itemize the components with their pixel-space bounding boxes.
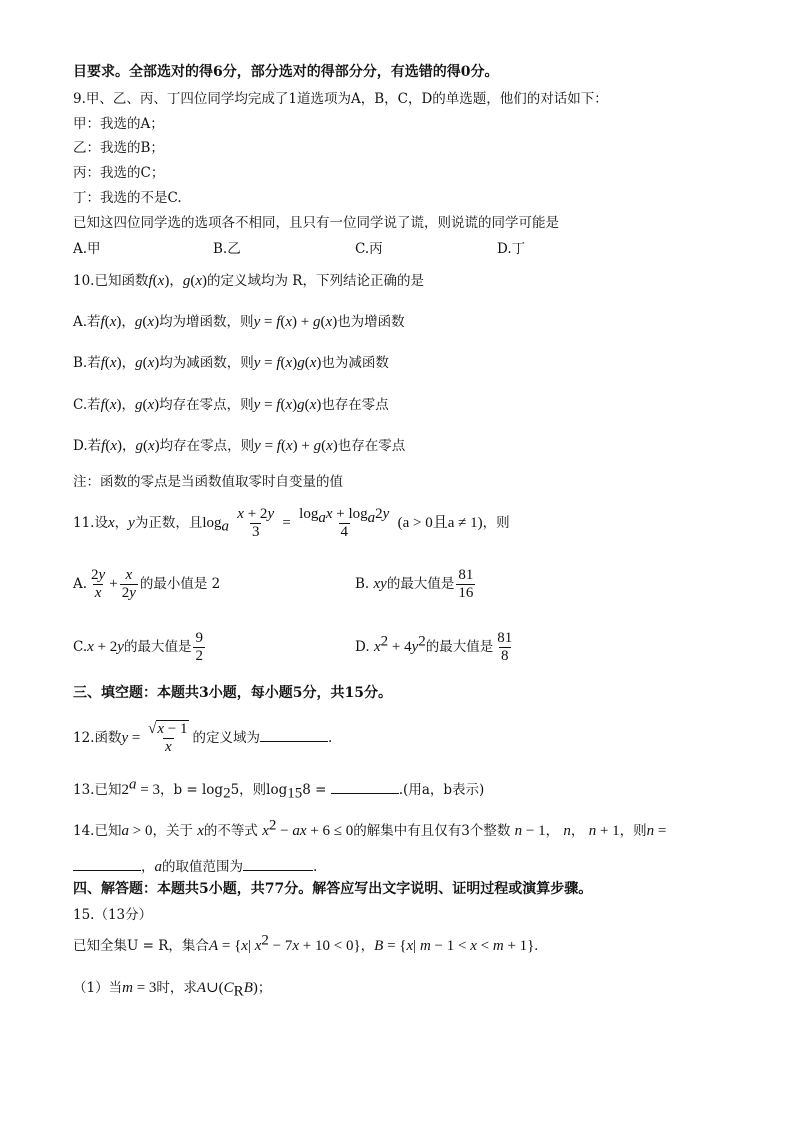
q15-part1: （1）当m = 3时，求$A\cup(C_RB)$；: [73, 980, 272, 1000]
q14-stem: 14.已知a > 0，关于 x的不等式 $x^2$ − ax + 6 ≤ 0的解集中有且仅有3个整数 n − 1， n， n + 1，则n =: [73, 817, 667, 839]
q9-option-b: B.乙: [213, 241, 241, 257]
q14-answer-blank-n[interactable]: [73, 856, 141, 871]
q10-option-c: C.若f(x)，g(x)均存在零点，则y = f(x)g(x)也存在零点: [73, 397, 389, 413]
q13-answer-blank[interactable]: [331, 779, 399, 794]
q9-option-d: D.丁: [497, 241, 526, 257]
q10-option-a: A.若f(x)，g(x)均为增函数，则y = f(x) + g(x)也为增函数: [73, 314, 405, 330]
q10-option-b: B.若f(x)，g(x)均为减函数，则y = f(x)g(x)也为减函数: [73, 355, 389, 371]
q11-option-a: A. $\frac{2y}{x}$ + $\frac{x}{2y}$ 的最小值是 2: [73, 567, 221, 601]
q9-condition: 已知这四位同学选的选项各不相同，且只有一位同学说了谎，则说谎的同学可能是: [73, 215, 559, 231]
section-4-heading: 四、解答题：本题共5小题，共77分。解答应写出文字说明、证明过程或演算步骤。: [73, 881, 593, 897]
q10-stem: 10.已知函数f(x)，g(x)的定义域均为 R，下列结论正确的是: [73, 273, 424, 289]
q9-statement-yi: 乙：我选的B；: [73, 140, 164, 156]
q9-option-c: C.丙: [355, 241, 383, 257]
q15-stem: 已知全集U = R，集合A = {x| $x^2 - 7x + 10 < 0$}，B = {x| m − 1 < x < m + 1}.: [73, 932, 539, 954]
q11-stem: 11.设x，y为正数，且$\log_a$ $\frac{x + 2y}{3}$ = $\frac{\log_ax + \log_a2y}{4}$ (a > 0且a ≠ 1)，则: [73, 506, 510, 540]
q12-answer-blank[interactable]: [260, 727, 328, 742]
q9-option-a: A.甲: [73, 241, 101, 257]
q10-option-d: D.若f(x)，g(x)均存在零点，则y = f(x) + g(x)也存在零点: [73, 438, 406, 454]
q9-statement-bing: 丙：我选的C；: [73, 165, 165, 181]
q12-stem: 12.函数y = $\frac{√x - 1}{x}$ 的定义域为 .: [73, 721, 333, 755]
q14-line2: ，a的取值范围为 .: [73, 856, 317, 876]
q9-stem: 9.甲、乙、丙、丁四位同学均完成了1道选项为A，B，C，D的单选题，他们的对话如下：: [73, 91, 608, 107]
q13-stem: 13.已知$2^a = 3$，$b = \log_25$，则$\log_{15}8$ = .(用a，b表示): [73, 776, 485, 802]
q14-answer-blank-a[interactable]: [243, 856, 313, 871]
q11-option-b: B. xy的最大值是 $\frac{81}{16}$: [355, 567, 474, 601]
q9-statement-jia: 甲：我选的A；: [73, 116, 164, 132]
section-3-heading: 三、填空题：本题共3小题，每小题5分，共15分。: [73, 685, 392, 701]
q10-note: 注：函数的零点是当函数值取零时自变量的值: [73, 474, 343, 490]
q11-option-d: D. $x^2 + 4y^2$的最大值是 $\frac{81}{8}$: [355, 630, 513, 664]
q15-title: 15.（13分）: [73, 907, 153, 923]
q9-statement-ding: 丁：我选的不是C.: [73, 190, 182, 206]
q11-option-c: C.x + 2y的最大值是 $\frac{9}{2}$: [73, 630, 203, 664]
section-intro-text: 目要求。全部选对的得6分，部分选对的得部分分，有选错的得0分。: [73, 64, 499, 80]
